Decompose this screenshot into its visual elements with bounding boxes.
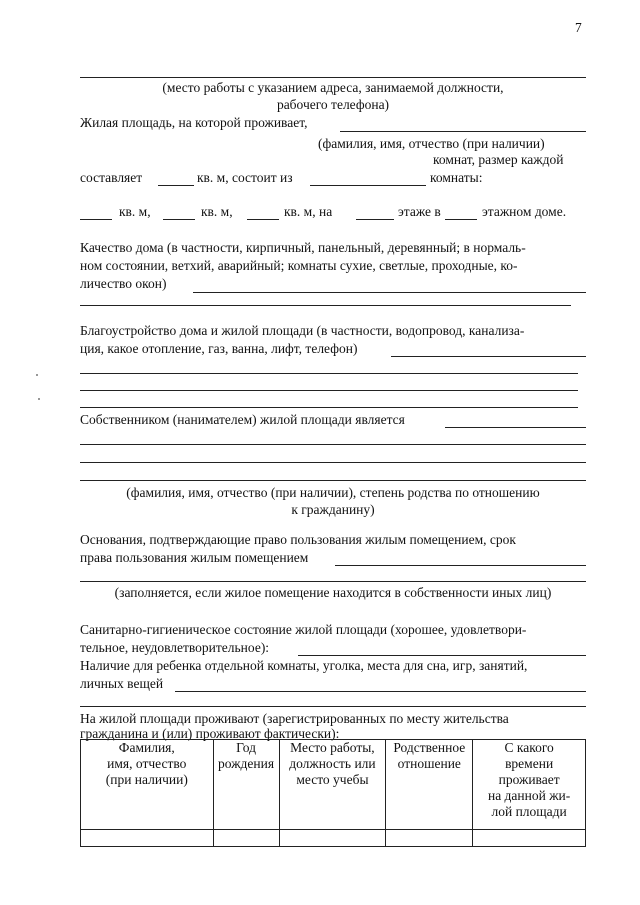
child-room-line2: личных вещей: [80, 676, 164, 691]
header-since-line: проживает: [498, 772, 560, 787]
grounds-input-2[interactable]: [80, 581, 586, 582]
header-since-line: на данной жи-: [487, 788, 571, 803]
table-row: [81, 830, 586, 847]
table-cell[interactable]: [279, 830, 386, 847]
owner-input-4[interactable]: [80, 480, 586, 481]
header-birth-line: рождения: [218, 756, 275, 771]
total-area-input[interactable]: [158, 185, 194, 186]
house-quality-input-2[interactable]: [80, 305, 571, 306]
header-birth-year: [213, 740, 279, 830]
workplace-caption-2: рабочего телефона): [276, 97, 390, 112]
child-room-line1: Наличие для ребенка отдельной комнаты, уголка, места для сна, игр, занятий,: [80, 658, 528, 673]
header-fio-line: Фамилия,: [118, 740, 175, 755]
sanitary-line1: Санитарно-гигиеническое состояние жилой площади (хорошее, удовлетвори-: [80, 622, 527, 637]
owner-input-3[interactable]: [80, 462, 586, 463]
amenities-line2: ция, какое отопление, газ, ванна, лифт, телефон): [80, 341, 358, 356]
grounds-input[interactable]: [335, 565, 586, 566]
header-relation-line: отношение: [397, 756, 461, 771]
floor-in: этаже в: [398, 204, 441, 219]
table-cell[interactable]: [473, 830, 586, 847]
amenities-line1: Благоустройство дома и жилой площади (в частности, водопровод, канализа-: [80, 323, 525, 338]
owner-caption-2: к гражданину): [291, 502, 375, 517]
workplace-line: [80, 77, 586, 78]
amenities-input-3[interactable]: [80, 390, 578, 391]
owner-label: Собственником (нанимателем) жилой площади является: [80, 412, 405, 427]
page-number: 7: [575, 20, 582, 35]
sanitary-input[interactable]: [298, 655, 586, 656]
area-rooms: комнаты:: [430, 170, 483, 185]
room3-sqm-on: кв. м, на: [284, 204, 333, 219]
header-since-line: лой площади: [491, 804, 567, 819]
amenities-input-4[interactable]: [80, 407, 578, 408]
header-work-line: должность или: [289, 756, 376, 771]
living-area-input[interactable]: [340, 131, 586, 132]
room2-area-input[interactable]: [163, 219, 195, 220]
table-header-row: [81, 740, 586, 830]
table-cell[interactable]: [81, 830, 214, 847]
rooms-count-input[interactable]: [310, 185, 426, 186]
house-quality-input[interactable]: [193, 292, 586, 293]
residents-table: [80, 739, 586, 847]
owner-input[interactable]: [445, 427, 586, 428]
room1-sqm: кв. м,: [119, 204, 151, 219]
workplace-caption-1: (место работы с указанием адреса, занимаемой должности,: [162, 80, 504, 95]
sanitary-line2: тельное, неудовлетворительное):: [80, 640, 270, 655]
residents-intro-line1: На жилой площади проживают (зарегистрированных по месту жительства: [80, 711, 509, 726]
fio-caption: (фамилия, имя, отчество (при наличии): [318, 136, 545, 151]
floor-input[interactable]: [356, 219, 394, 220]
child-room-input-2[interactable]: [80, 706, 586, 707]
area-makes-up: составляет: [80, 170, 143, 185]
total-floors-input[interactable]: [445, 219, 477, 220]
header-fio-line: имя, отчество: [107, 756, 187, 771]
floor-house: этажном доме.: [482, 204, 567, 219]
grounds-caption: (заполняется, если жилое помещение находится в собственности иных лиц): [114, 585, 552, 600]
header-workplace: [279, 740, 386, 830]
header-fio-line: (при наличии): [105, 772, 188, 787]
amenities-input-2[interactable]: [80, 373, 578, 374]
header-since-line: времени: [505, 756, 554, 771]
child-room-input[interactable]: [175, 691, 586, 692]
table-cell[interactable]: [386, 830, 473, 847]
header-relation: [386, 740, 473, 830]
header-work-line: место учебы: [296, 772, 369, 787]
grounds-line2: права пользования жилым помещением: [80, 550, 309, 565]
room1-area-input[interactable]: [80, 219, 112, 220]
room3-area-input[interactable]: [247, 219, 279, 220]
header-since: [473, 740, 586, 830]
scan-speck: [38, 398, 40, 400]
header-birth-line: Год: [236, 740, 256, 755]
scan-speck: [36, 374, 38, 376]
owner-input-2[interactable]: [80, 444, 586, 445]
area-sqm-consists: кв. м, состоит из: [197, 170, 293, 185]
owner-caption-1: (фамилия, имя, отчество (при наличии), степень родства по отношению: [126, 485, 540, 500]
table-cell[interactable]: [213, 830, 279, 847]
rooms-size-caption: комнат, размер каждой: [433, 152, 564, 167]
grounds-line1: Основания, подтверждающие право пользования жилым помещением, срок: [80, 532, 516, 547]
header-since-line: С какого: [504, 740, 554, 755]
house-quality-line3: личество окон): [80, 276, 167, 291]
header-fio: [81, 740, 214, 830]
house-quality-line1: Качество дома (в частности, кирпичный, панельный, деревянный; в нормаль-: [80, 240, 526, 255]
header-work-line: Место работы,: [290, 740, 375, 755]
living-area-label: Жилая площадь, на которой проживает,: [80, 115, 308, 130]
amenities-input[interactable]: [391, 356, 586, 357]
room2-sqm: кв. м,: [201, 204, 233, 219]
residents-intro-line2: гражданина и (или) проживают фактически):: [80, 726, 340, 741]
header-relation-line: Родственное: [393, 740, 466, 755]
house-quality-line2: ном состоянии, ветхий, аварийный; комнаты сухие, светлые, проходные, ко-: [80, 258, 518, 273]
